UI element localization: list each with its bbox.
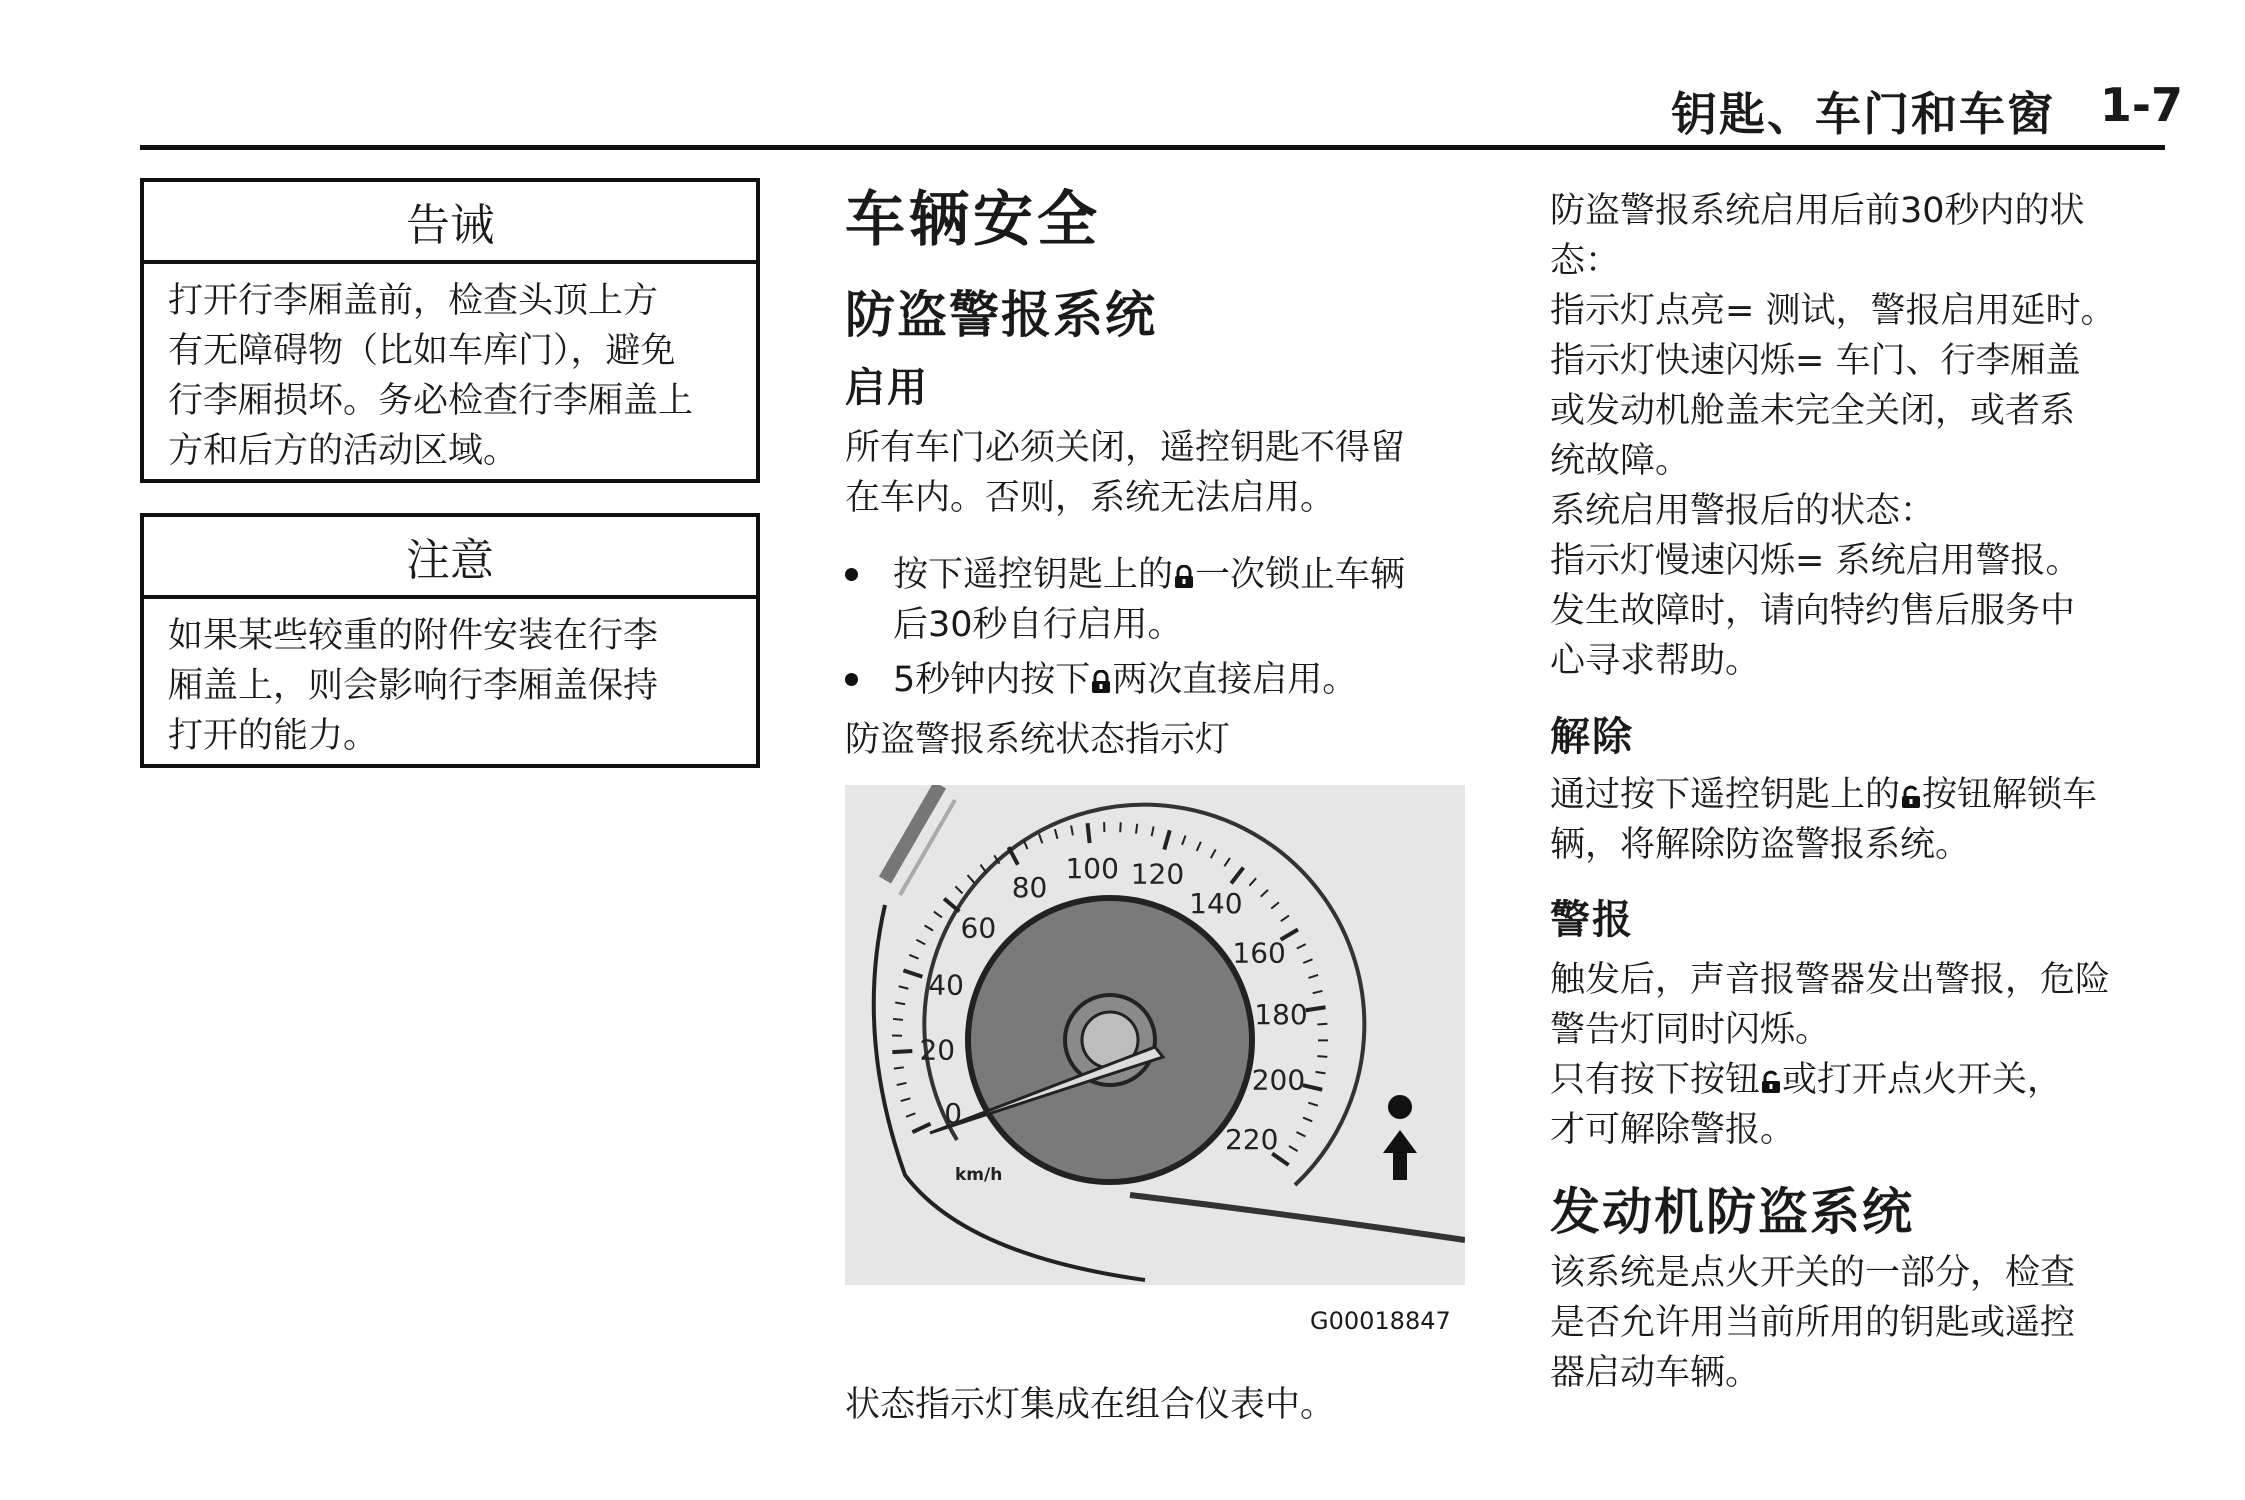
gauge-tick-label: 0	[944, 1097, 963, 1131]
warning-line: 行李厢损坏。务必检查行李厢盖上	[168, 381, 694, 421]
gauge-tick-label: 120	[1130, 857, 1185, 891]
gauge-minor-tick	[893, 1019, 903, 1020]
status-line: 指示灯慢速闪烁= 系统启用警报。	[1550, 541, 2081, 581]
gauge-major-tick	[1088, 823, 1090, 843]
gauge-minor-tick	[1297, 1132, 1306, 1136]
notice-line: 如果某些较重的附件安装在行李	[168, 616, 659, 656]
bullet-item	[845, 550, 1475, 650]
gauge-minor-tick	[894, 1067, 904, 1068]
enable-line: 所有车门必须关闭，遥控钥匙不得留	[845, 428, 1406, 468]
gauge-tick-label: 220	[1224, 1123, 1279, 1157]
bullet-line: 后30秒自行启用。	[893, 605, 1183, 645]
figure-code: G00018847	[1310, 1307, 1451, 1335]
gauge-minor-tick	[1308, 1103, 1318, 1106]
alarm-text: 或打开点火开关，	[1782, 1060, 2063, 1100]
status-line: 心寻求帮助。	[1550, 641, 1761, 681]
disarm-line	[1550, 770, 2097, 820]
gauge-minor-tick	[906, 1113, 915, 1117]
bullet-text: 一次锁止车辆	[1195, 555, 1406, 595]
gauge-minor-tick	[1197, 842, 1201, 851]
warning-line: 方和后方的活动区域。	[168, 431, 519, 471]
gauge-minor-tick	[1289, 1146, 1298, 1151]
gauge-minor-tick	[1055, 829, 1058, 839]
gauge-minor-tick	[1297, 944, 1306, 948]
gauge-minor-tick	[955, 886, 962, 893]
indicator-light-icon	[1388, 1095, 1412, 1119]
gauge-minor-tick	[1303, 1118, 1312, 1122]
status-line: 态：	[1550, 241, 1621, 281]
alarm-line: 触发后，声音报警器发出警报，危险	[1550, 960, 2111, 1000]
gauge-major-tick	[1231, 868, 1243, 884]
bullet-dot	[845, 673, 858, 686]
immobilizer-line: 器启动车辆。	[1550, 1353, 1761, 1393]
alarm-line: 警告灯同时闪烁。	[1550, 1010, 1831, 1050]
arrow-up-icon	[1383, 1130, 1417, 1180]
notice-line: 打开的能力。	[168, 716, 379, 756]
alarm-text: 只有按下按钮	[1550, 1060, 1761, 1100]
bullet-text: 5秒钟内按下	[893, 660, 1091, 700]
lock-icon	[1090, 670, 1112, 694]
warning-line: 打开行李厢盖前，检查头顶上方	[168, 281, 659, 321]
notice-box-body	[144, 599, 756, 769]
warning-box-body	[144, 264, 756, 484]
header-divider	[140, 145, 2165, 150]
disarm-text: 按钮解锁车	[1922, 775, 2098, 815]
warning-box-title: 告诫	[144, 182, 756, 264]
gauge-minor-tick	[1071, 825, 1073, 835]
immobilizer-line: 是否允许用当前所用的钥匙或遥控	[1550, 1303, 2076, 1343]
gauge-minor-tick	[916, 940, 925, 945]
gauge-major-tick	[912, 1124, 930, 1132]
immobilizer-paragraph	[1550, 1248, 2075, 1398]
gauge-minor-tick	[1211, 849, 1216, 858]
gauge-minor-tick	[1281, 916, 1289, 922]
indicator-heading: 防盗警报系统状态指示灯	[845, 720, 1231, 760]
gauge-minor-tick	[1313, 991, 1323, 993]
unlock-icon	[1760, 1070, 1782, 1094]
gauge-minor-tick	[895, 1002, 905, 1004]
status-line: 防盗警报系统启用后前30秒内的状	[1550, 191, 2085, 231]
gauge-minor-tick	[980, 865, 986, 873]
bullet-text: 按下遥控钥匙上的	[893, 555, 1174, 595]
gauge-minor-tick	[897, 1083, 907, 1085]
enable-heading: 启用	[845, 365, 929, 411]
gauge-minor-tick	[909, 955, 918, 959]
gauge-major-tick	[944, 899, 959, 912]
bullet-line	[893, 550, 1475, 600]
gauge-unit-label: km/h	[955, 1165, 1003, 1185]
gauge-tick-label: 180	[1254, 998, 1308, 1032]
gauge-minor-tick	[1317, 1024, 1327, 1025]
enable-paragraph	[845, 423, 1405, 523]
status-line: 发生故障时，请向特约售后服务中	[1550, 591, 2076, 631]
warning-box	[140, 178, 760, 483]
gauge-minor-tick	[1309, 975, 1319, 978]
gauge-minor-tick	[1317, 1056, 1327, 1057]
gauge-minor-tick	[1039, 834, 1042, 843]
immobilizer-line: 该系统是点火开关的一部分，检查	[1550, 1253, 2076, 1293]
gauge-major-tick	[892, 1051, 912, 1052]
notice-box-title: 注意	[144, 517, 756, 599]
warning-line: 有无障碍物（比如车库门），避免	[168, 331, 676, 371]
gauge-minor-tick	[901, 1098, 911, 1101]
figure-caption: 状态指示灯集成在组合仪表中。	[845, 1385, 1336, 1425]
alarm-line: 才可解除警报。	[1550, 1110, 1796, 1150]
status-line: 或发动机舱盖未完全关闭，或者系	[1550, 391, 2076, 431]
gauge-major-tick	[1303, 1085, 1322, 1090]
lock-icon	[1173, 565, 1195, 589]
gauge-major-tick	[1164, 830, 1169, 849]
gauge-tick-label: 80	[1011, 870, 1048, 904]
gauge-minor-tick	[1316, 1072, 1326, 1074]
gauge-minor-tick	[1136, 824, 1137, 834]
immobilizer-heading: 发动机防盗系统	[1550, 1183, 1914, 1241]
notice-line: 厢盖上，则会影响行李厢盖保持	[168, 666, 659, 706]
bullet-dot	[845, 568, 858, 581]
enable-line: 在车内。否则，系统无法启用。	[845, 478, 1336, 518]
speedometer-illustration	[845, 785, 1465, 1285]
gauge-tick-label: 40	[928, 968, 964, 1002]
bullet-line	[893, 655, 1475, 705]
gauge-tick-label: 60	[960, 911, 997, 945]
gauge-major-tick	[903, 970, 922, 976]
subsection-title: 防盗警报系统	[845, 286, 1157, 344]
bullet-text: 两次直接启用。	[1112, 660, 1358, 700]
gauge-minor-tick	[1182, 836, 1185, 845]
chapter-title: 钥匙、车门和车窗	[1671, 87, 2055, 141]
gauge-minor-tick	[899, 986, 909, 988]
alarm-line	[1550, 1055, 2110, 1105]
gauge-minor-tick	[1249, 878, 1256, 885]
gauge-minor-tick	[1271, 902, 1279, 908]
gauge-major-tick	[1306, 1007, 1326, 1010]
gauge-tick-label: 100	[1065, 851, 1119, 885]
gauge-minor-tick	[1152, 826, 1154, 836]
gauge-minor-tick	[934, 912, 942, 918]
status-line: 系统启用警报后的状态：	[1550, 491, 1936, 531]
gauge-minor-tick	[925, 925, 934, 930]
gauge-tick-label: 200	[1251, 1063, 1306, 1097]
unlock-icon	[1900, 785, 1922, 809]
section-title: 车辆安全	[845, 185, 1101, 255]
gauge-tick-label: 160	[1232, 936, 1286, 970]
disarm-text: 通过按下遥控钥匙上的	[1550, 775, 1901, 815]
gauge-tick-label: 140	[1189, 887, 1243, 921]
speedometer-figure	[845, 785, 1465, 1285]
notice-box	[140, 513, 760, 768]
gauge-minor-tick	[1261, 890, 1268, 897]
status-line: 指示灯快速闪烁= 车门、行李厢盖	[1550, 341, 2081, 381]
status-paragraph	[1550, 186, 2115, 686]
status-line: 指示灯点亮= 测试，警报启用延时。	[1550, 291, 2116, 331]
gauge-minor-tick	[1224, 858, 1229, 866]
disarm-heading: 解除	[1550, 714, 1634, 760]
disarm-paragraph	[1550, 770, 2097, 870]
gauge-minor-tick	[1303, 959, 1312, 963]
status-line: 统故障。	[1550, 441, 1691, 481]
gauge-tick-label: 20	[919, 1033, 956, 1067]
disarm-line: 辆，将解除防盗警报系统。	[1550, 825, 1971, 865]
gauge-minor-tick	[968, 875, 975, 883]
page-number: 1-7	[2099, 78, 2183, 132]
alarm-paragraph	[1550, 955, 2110, 1155]
alarm-heading: 警报	[1550, 897, 1634, 943]
bullet-item	[845, 655, 1475, 705]
